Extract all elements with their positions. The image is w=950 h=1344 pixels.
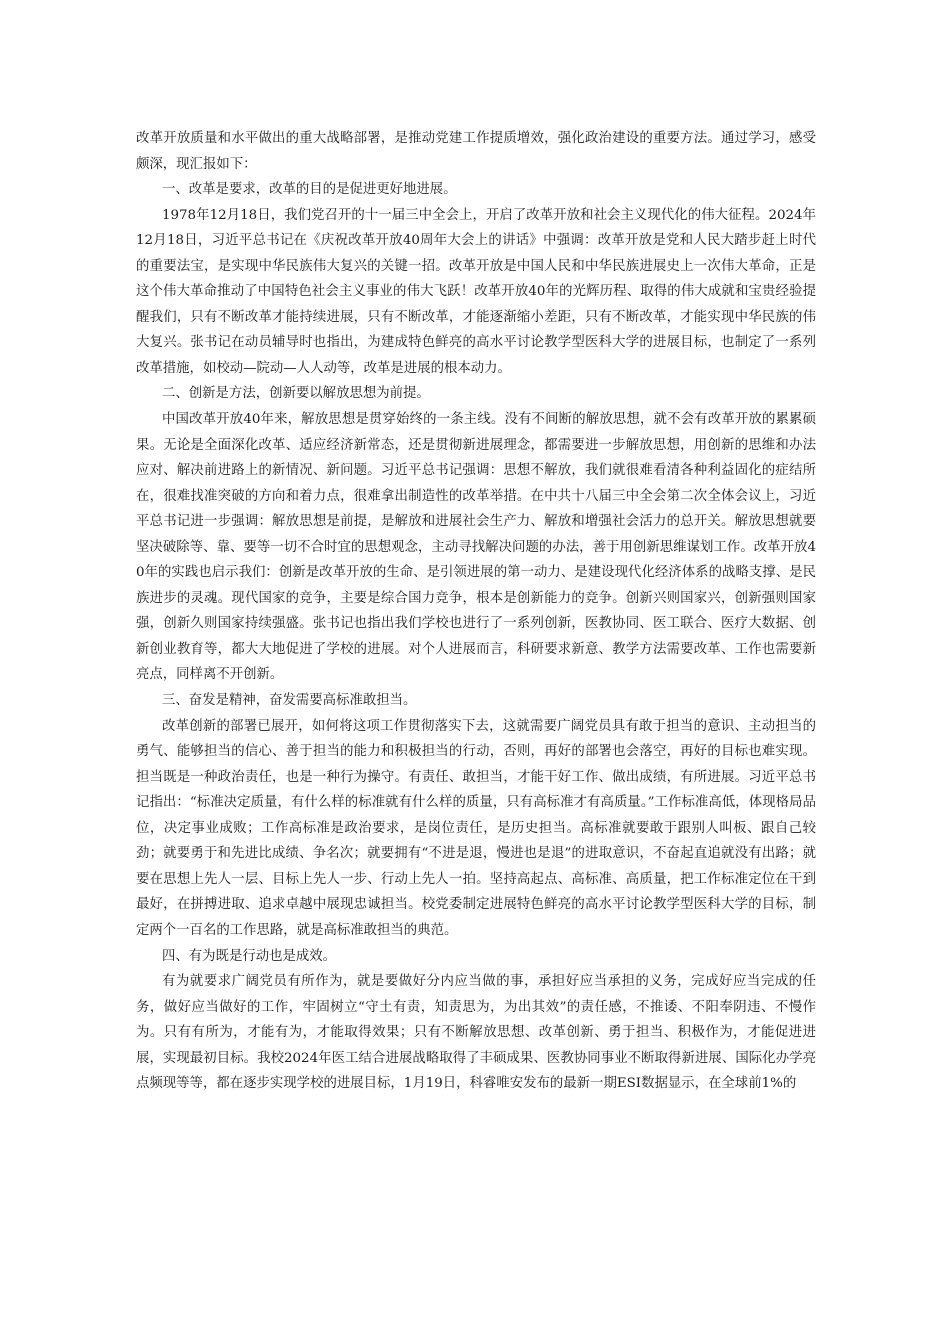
- body-paragraph-1: 1978年12月18日，我们党召开的十一届三中全会上，开启了改革开放和社会主义现代化的伟大征程。2024年12月18日，习近平总书记在《庆祝改革开放40周年大会上的讲话》中强调：改革开放是党和人民大踏步赶上时代的重要法宝，是实现中华民族伟大复兴的关键一招。改革开放是中国人民和中华民族进展史上一次伟大革命，正是这个伟大革命推动了中国特色社会主义事业的伟大飞跃！改革开放40年的光辉历程、取得的伟大成就和宝贵经验提醒我们，只有不断改革才能持续进展，只有不断改革，才能逐渐缩小差距，只有不断改革，才能实现中华民族的伟大复兴。张书记在动员辅导时也指出，为建成特色鲜亮的高水平讨论教学型医科大学的进展目标，也制定了一系列改革措施，如校动—院动—人人动等，改革是进展的根本动力。: [136, 207, 816, 376]
- body-paragraph-4: 有为就要求广阔党员有所作为，就是要做好分内应当做的事，承担好应当承担的义务，完成好应当完成的任务，做好应当做好的工作，牢固树立“守土有责，知责思为，为出其效”的责任感，不推诿、不阳奉阴违、不慢作为。只有有所为，才能有为，才能取得效果；只有不断解放思想、改革创新、勇于担当、积极作为，才能促进进展，实现最初目标。我校2024年医工结合进展战略取得了丰硕成果、医教协同事业不断取得新进展、国际化办学亮点频现等等，都在逐步实现学校的进展目标，1月19日，科睿唯安发布的最新一期ESI数据显示，在全球前1%的: [136, 974, 816, 1092]
- section-heading-4: 四、有为既是行动也是成效。: [162, 948, 337, 964]
- section-heading-3: 三、奋发是精神，奋发需要高标准敢担当。: [162, 693, 417, 709]
- intro-continuation-paragraph: 改革开放质量和水平做出的重大战略部署，是推动党建工作提质增效，强化政治建设的重要方法。通过学习，感受颇深，现汇报如下：: [136, 131, 816, 172]
- section-heading-2: 二、创新是方法，创新要以解放思想为前提。: [162, 386, 430, 402]
- body-paragraph-2: 中国改革开放40年来，解放思想是贯穿始终的一条主线。没有不间断的解放思想，就不会有改革开放的累累硕果。无论是全面深化改革、适应经济新常态，还是贯彻新进展理念，都需要进一步解放思想，用创新的思维和办法应对、解决前进路上的新情况、新问题。习近平总书记强调：思想不解放，我们就很难看清各种利益固化的症结所在，很难找准突破的方向和着力点，很难拿出制造性的改革举措。在中共十八届三中全会第二次全体会议上，习近平总书记进一步强调：解放思想是前提，是解放和进展社会生产力、解放和增强社会活力的总开关。解放思想就要坚决破除等、靠、要等一切不合时宜的思想观念，主动寻找解决问题的办法，善于用创新思维谋划工作。改革开放40年的实践也启示我们：创新是改革开放的生命、是引领进展的第一动力、是建设现代化经济体系的战略支撑、是民族进步的灵魂。现代国家的竞争，主要是综合国力竞争，根本是创新能力的竞争。创新兴则国家兴，创新强则国家强，创新久则国家持续强盛。张书记也指出我们学校也进行了一系列创新，医教协同、医工联合、医疗大数据、创新创业教育等，都大大地促进了学校的进展。对个人进展而言，科研要求新意、教学方法需要改革、工作也需要新亮点，同样离不开创新。: [136, 412, 816, 683]
- body-paragraph-3: 改革创新的部署已展开，如何将这项工作贯彻落实下去，这就需要广阔党员具有敢于担当的意识、主动担当的勇气、能够担当的信心、善于担当的能力和积极担当的行动，否则，再好的部署也会落空，再好的目标也难实现。担当既是一种政治责任，也是一种行为操守。有责任、敢担当，才能干好工作、做出成绩，有所进展。习近平总书记指出：“标准决定质量，有什么样的标准就有什么样的质量，只有高标准才有高质量。”工作标准高低，体现格局品位，决定事业成败；工作高标准是政治要求，是岗位责任，是历史担当。高标准就要敢于跟别人叫板、跟自己较劲；就要勇于和先进比成绩、争名次；就要拥有“不进是退，慢进也是退”的进取意识，不奋起直追就没有出路；就要在思想上先人一层、目标上先人一步、行动上先人一拍。坚持高起点、高标准、高质量，把工作标准定位在干到最好，在拼搏进取、追求卓越中展现忠诚担当。校党委制定进展特色鲜亮的高水平讨论教学型医科大学的目标，制定两个一百名的工作思路，就是高标准敢担当的典范。: [136, 718, 816, 938]
- document-page: [136, 126, 816, 1097]
- section-heading-1: 一、改革是要求，改革的目的是促进更好地进展。: [162, 182, 457, 198]
